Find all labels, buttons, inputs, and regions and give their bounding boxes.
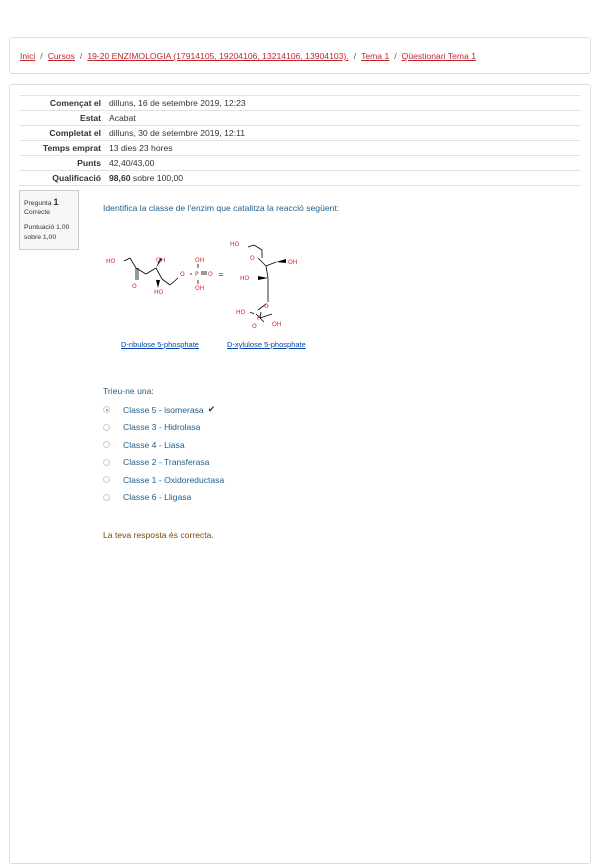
grade-score: 98,60 [109,173,131,183]
grade-value [105,171,581,186]
started-label: Començat el [49,98,101,108]
breadcrumb-course[interactable]: 19-20 ENZIMOLOGIA (17914105, 19204106, 13214106, 13904103). [87,51,349,61]
table-row [19,171,581,186]
reaction-structure-image [100,218,320,343]
table-row [19,111,581,126]
atom-label: OH [195,285,205,292]
marks-label: Punts [77,158,101,168]
quiz-review-panel [9,84,591,864]
atom-label: O [264,303,269,310]
atom-label: O [208,271,213,278]
attempt-summary-table [19,95,581,186]
question-number-line [24,196,74,208]
answer-option[interactable] [103,471,224,489]
question-number: 1 [53,197,59,207]
breadcrumb-home[interactable]: Inici [20,51,36,61]
atom-label: HO [236,309,246,316]
time-taken-value: 13 dies 23 hores [109,143,173,153]
breadcrumb: Inici / Cursos / 19-20 ENZIMOLOGIA (17914105, 19204106, 13214106, 13904103). / Tema 1 / Qüestionari Tema 1 [20,51,477,61]
table-row [19,156,581,171]
atom-label: OH [288,259,298,266]
atom-label: OH [156,257,166,264]
breadcrumb-container [9,37,591,74]
right-molecule-link[interactable]: D-xylulose 5-phosphate [227,340,306,349]
state-label: Estat [79,113,101,123]
answer-prompt: Trieu-ne una: [103,386,154,396]
breadcrumb-quiz[interactable]: Qüestionari Tema 1 [401,51,477,61]
question-mark-line2: sobre 1,00 [24,233,57,241]
table-row [19,126,581,141]
radio-selected[interactable] [103,406,110,413]
breadcrumb-topic[interactable]: Tema 1 [361,51,390,61]
answer-option[interactable] [103,401,224,419]
table-row [19,141,581,156]
left-molecule-link[interactable]: D-ribulose 5-phosphate [121,340,199,349]
atom-label: HO [240,275,250,282]
reaction-equals: = [218,271,224,279]
atom-label: O [250,255,255,262]
answer-option[interactable] [103,454,224,472]
answer-option[interactable] [103,419,224,437]
radio-button[interactable] [103,459,110,466]
atom-label: OH [272,321,282,328]
atom-label: HO [154,289,164,296]
answer-option[interactable] [103,436,224,454]
question-mark-line1: Puntuació 1,00 [24,224,70,232]
answer-label: Classe 4 - Liasa [123,439,185,450]
atom-label: O [252,323,257,330]
answer-label: Classe 1 - Oxidoreductasa [123,474,225,485]
breadcrumb-courses[interactable]: Cursos [47,51,75,61]
completed-label: Completat el [49,128,101,138]
answer-label: Classe 3 - Hidrolasa [123,422,201,433]
answer-label: Classe 5 - isomerasa [123,404,204,415]
answer-label: Classe 6 - Lligasa [123,492,192,503]
state-value: Acabat [109,113,136,123]
atom-label: OH [195,257,205,264]
grade-label: Qualificació [52,173,101,183]
radio-button[interactable] [103,441,110,448]
atom-label: P [195,271,199,278]
time-taken-label: Temps emprat [42,143,101,153]
marks-value: 42,40/43,00 [109,158,155,168]
radio-button[interactable] [103,424,110,431]
answer-label: Classe 2 - Transferasa [123,457,210,468]
radio-button[interactable] [103,476,110,483]
atom-label: HO [230,241,240,248]
started-value: dilluns, 16 de setembre 2019, 12:23 [109,98,246,108]
atom-label: P [257,315,261,322]
question-state: Correcte [24,209,51,217]
answer-options [103,401,224,506]
question-label: Pregunta [24,200,52,207]
check-icon: ✔ [207,404,216,415]
question-text: Identifica la classe de l'enzim que catalitza la reacció següent: [103,203,340,213]
table-row [19,96,581,111]
grade-suffix: sobre 100,00 [132,173,184,183]
atom-label: O [180,271,185,278]
feedback-message: La teva resposta és correcta. [103,530,214,540]
question-info-box [19,190,79,250]
completed-value: dilluns, 30 de setembre 2019, 12:11 [109,128,246,138]
answer-option[interactable] [103,489,224,507]
radio-button[interactable] [103,494,110,501]
atom-label: O [132,283,137,290]
atom-label: HO [106,258,116,265]
